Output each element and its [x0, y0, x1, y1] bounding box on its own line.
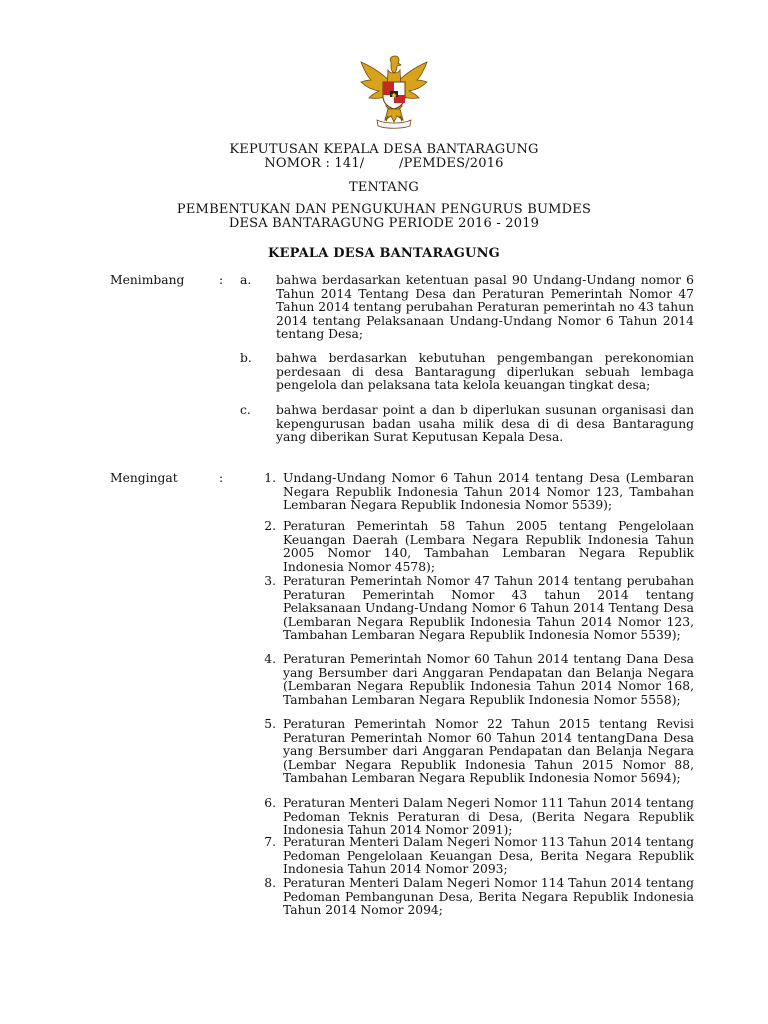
menimbang-marker-b: b.: [240, 351, 252, 365]
menimbang-item-a: bahwa berdasarkan ketentuan pasal 90 Undang-Undang nomor 6 Tahun 2014 Tentang Desa dan Peraturan Pemerintah Nomor 47 Tahun 2014 tentang perubahan Peraturan pemerintah no 43 tahun 2014 tentang Pelaksanaan Undang-Undang Nomor 6 Tahun 2014 tentang Desa;: [276, 273, 694, 341]
authority-heading: KEPALA DESA BANTARAGUNG: [268, 246, 500, 261]
mengingat-item-5: Peraturan Pemerintah Nomor 22 Tahun 2015 tentang Revisi Peraturan Pemerintah Nomor 60 Tahun 2014 tentangDana Desa yang Bersumber dari Anggaran Pendapatan dan Belanja Negara (Lembar Negara Republik Indonesia Tahun 2015 Nomor 88, Tambahan Lembaran Negara Republik Indonesia Nomor 5694);: [283, 717, 694, 785]
mengingat-number-6: 6.: [264, 796, 276, 810]
mengingat-number-2: 2.: [264, 519, 276, 533]
mengingat-item-4: Peraturan Pemerintah Nomor 60 Tahun 2014 tentang Dana Desa yang Bersumber dari Anggaran Pendapatan dan Belanja Negara (Lembaran Negara Republik Indonesia Tahun 2014 Nomor 168, Tambahan Lembaran Negara Republik Indonesia Nomor 5558);: [283, 652, 694, 707]
subject-line-2: DESA BANTARAGUNG PERIODE 2016 - 2019: [228, 216, 540, 231]
mengingat-number-5: 5.: [264, 717, 276, 731]
mengingat-number-8: 8.: [264, 876, 276, 890]
menimbang-marker-c: c.: [240, 403, 251, 417]
menimbang-marker-a: a.: [240, 273, 252, 287]
mengingat-item-6: Peraturan Menteri Dalam Negeri Nomor 111 Tahun 2014 tentang Pedoman Teknis Peraturan di Desa, (Berita Negara Republik Indonesia Tahun 2014 Nomor 2091);: [283, 796, 694, 837]
mengingat-number-3: 3.: [264, 574, 276, 588]
mengingat-colon: :: [219, 471, 224, 485]
menimbang-colon: :: [219, 273, 224, 287]
decree-number: NOMOR : 141/ /PEMDES/2016: [264, 156, 504, 171]
subject-line-1: PEMBENTUKAN DAN PENGUKUHAN PENGURUS BUMDES: [176, 202, 592, 217]
mengingat-number-4: 4.: [264, 652, 276, 666]
mengingat-item-7: Peraturan Menteri Dalam Negeri Nomor 113 Tahun 2014 tentang Pedoman Pengelolaan Keuangan Desa, Berita Negara Republik Indonesia Tahun 2014 Nomor 2093;: [283, 835, 694, 876]
decree-title: KEPUTUSAN KEPALA DESA BANTARAGUNG: [229, 142, 539, 157]
mengingat-item-2: Peraturan Pemerintah 58 Tahun 2005 tentang Pengelolaan Keuangan Daerah (Lembara Negara Republik Indonesia Tahun 2005 Nomor 140, Tambahan Lembaran Negara Republik Indonesia Nomor 4578);: [283, 519, 694, 574]
mengingat-item-3: Peraturan Pemerintah Nomor 47 Tahun 2014 tentang perubahan Peraturan Pemerintah Nomor 43 tahun 2014 tentang Pelaksanaan Undang-Undang Nomor 6 Tahun 2014 Tentang Desa (Lembaran Negara Republik Indonesia Tahun 2014 Nomor 123, Tambahan Lembaran Negara Republik Indonesia Nomor 5539);: [283, 574, 694, 642]
mengingat-label: Mengingat: [110, 471, 178, 485]
mengingat-item-8: Peraturan Menteri Dalam Negeri Nomor 114 Tahun 2014 tentang Pedoman Pembangunan Desa, Berita Negara Republik Indonesia Tahun 2014 Nomor 2094;: [283, 876, 694, 917]
menimbang-item-c: bahwa berdasar point a dan b diperlukan susunan organisasi dan kepengurusan badan usaha milik desa di di desa Bantaragung yang diberikan Surat Keputusan Kepala Desa.: [276, 403, 694, 444]
about-heading: TENTANG: [348, 180, 420, 195]
mengingat-item-1: Undang-Undang Nomor 6 Tahun 2014 tentang Desa (Lembaran Negara Republik Indonesia Tahun 2014 Nomor 123, Tambahan Lembaran Negara Republik Indonesia Nomor 5539);: [283, 471, 694, 512]
menimbang-label: Menimbang: [110, 273, 185, 287]
mengingat-number-7: 7.: [264, 835, 276, 849]
mengingat-number-1: 1.: [264, 471, 276, 485]
garuda-pancasila-emblem: [355, 54, 433, 130]
menimbang-item-b: bahwa berdasarkan kebutuhan pengembangan perekonomian perdesaan di desa Bantaragung diperlukan sebuah lembaga pengelola dan pelaksana tata kelola keuangan tingkat desa;: [276, 351, 694, 392]
